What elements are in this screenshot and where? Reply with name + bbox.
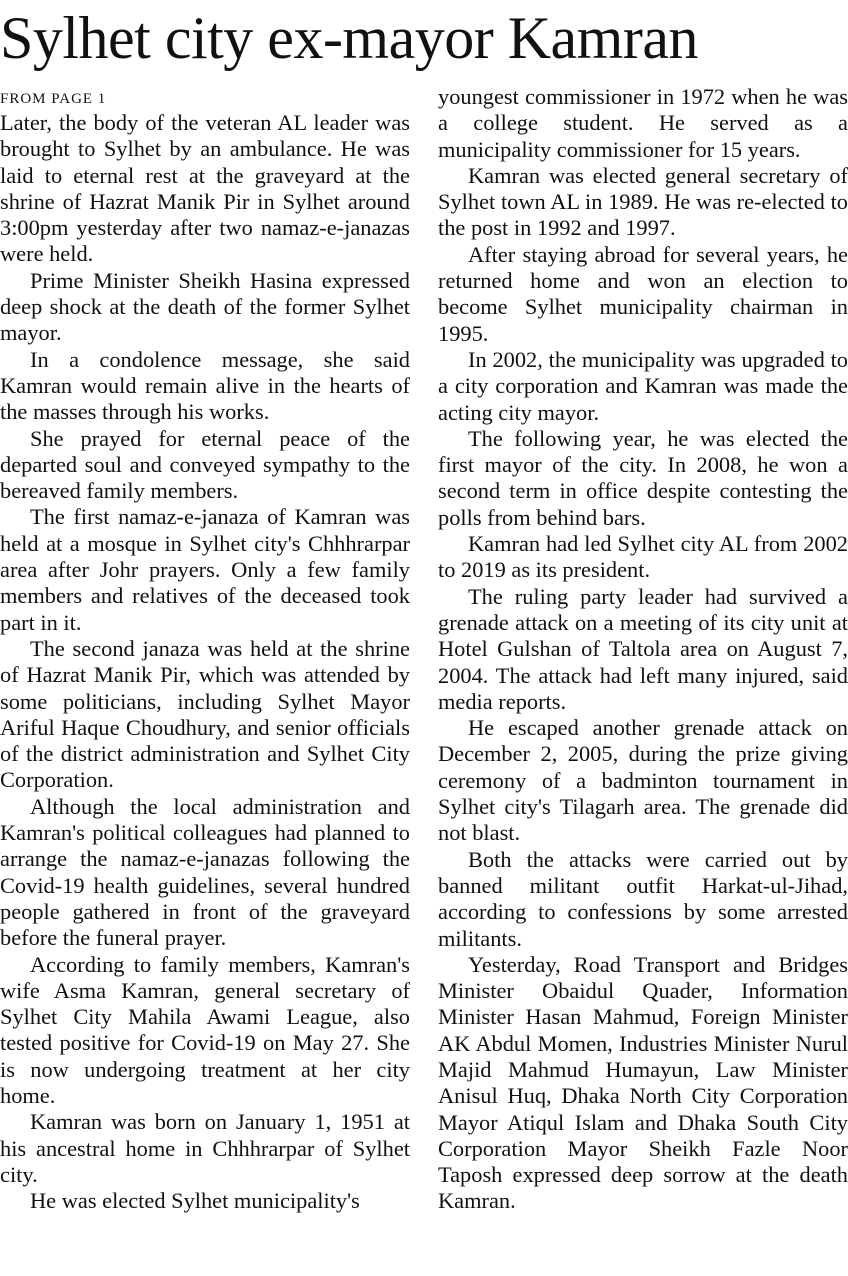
continued-from-label: FROM PAGE 1 — [0, 91, 107, 107]
paragraph: youngest commissioner in 1972 when he was a college student. He served as a municipality commissioner for 15 years. — [438, 84, 848, 162]
paragraph: In 2002, the municipality was upgraded to a city corporation and Kamran was made the acting city mayor. — [438, 346, 848, 425]
paragraph: She prayed for eternal peace of the departed soul and conveyed sympathy to the bereaved family members. — [0, 425, 410, 504]
paragraph: The following year, he was elected the first mayor of the city. In 2008, he won a second term in office despite contesting the polls from behind bars. — [438, 425, 848, 530]
paragraph: After staying abroad for several years, he returned home and won an election to become Sylhet municipality chairman in 1995. — [438, 241, 848, 346]
article-column-left — [0, 88, 410, 1214]
paragraph: Both the attacks were carried out by banned militant outfit Harkat-ul-Jihad, according to confessions by some arrested militants. — [438, 846, 848, 951]
paragraph: Kamran was born on January 1, 1951 at his ancestral home in Chhhrarpar of Sylhet city. — [0, 1109, 410, 1187]
paragraph: Kamran was elected general secretary of Sylhet town AL in 1989. He was re-elected to the post in 1992 and 1997. — [438, 162, 848, 241]
paragraph: Later, the body of the veteran AL leader was brought to Sylhet by an ambulance. He was laid to eternal rest at the graveyard at the shrine of Hazrat Manik Pir in Sylhet around 3:00pm yesterday after two namaz-e-janazas were held. — [0, 110, 410, 267]
paragraph: Although the local administration and Kamran's political colleagues had planned to arrange the namaz-e-janazas following the Covid-19 health guidelines, several hundred people gathered in front of the graveyard before the funeral prayer. — [0, 793, 410, 951]
article-column-right — [438, 84, 848, 1215]
paragraph: Kamran had led Sylhet city AL from 2002 to 2019 as its president. — [438, 531, 848, 583]
paragraph: He escaped another grenade attack on December 2, 2005, during the prize giving ceremony of a badminton tournament in Sylhet city's Tilagarh area. The grenade did not blast. — [438, 715, 848, 846]
paragraph: According to family members, Kamran's wife Asma Kamran, general secretary of Sylhet City Mahila Awami League, also tested positive for Covid-19 on May 27. She is now undergoing treatment at her city home. — [0, 951, 410, 1108]
paragraph: Yesterday, Road Transport and Bridges Minister Obaidul Quader, Information Minister Hasan Mahmud, Foreign Minister AK Abdul Momen, Industries Minister Nurul Majid Mahmud Humayun, Law Minister Anisul Huq, Dhaka North City Corporation Mayor Atiqul Islam and Dhaka South City Corporation Mayor Sheikh Fazle Noor Taposh expressed deep sorrow at the death Kamran. — [438, 951, 848, 1214]
paragraph: The second janaza was held at the shrine of Hazrat Manik Pir, which was attended by some politicians, including Sylhet Mayor Ariful Haque Choudhury, and senior officials of the district administration and Sylhet City Corporation. — [0, 635, 410, 793]
paragraph: He was elected Sylhet municipality's — [30, 1188, 360, 1214]
paragraph: The first namaz-e-janaza of Kamran was held at a mosque in Sylhet city's Chhhrarpar area after Johr prayers. Only a few family members and relatives of the deceased took part in it. — [0, 504, 410, 635]
paragraph: Prime Minister Sheikh Hasina expressed deep shock at the death of the former Sylhet mayor. — [0, 267, 410, 346]
paragraph: The ruling party leader had survived a grenade attack on a meeting of its city unit at Hotel Gulshan of Taltola area on August 7, 2004. The attack had left many injured, said media reports. — [438, 583, 848, 714]
headline: Sylhet city ex-mayor Kamran — [0, 5, 698, 71]
paragraph: In a condolence message, she said Kamran would remain alive in the hearts of the masses through his works. — [0, 346, 410, 425]
